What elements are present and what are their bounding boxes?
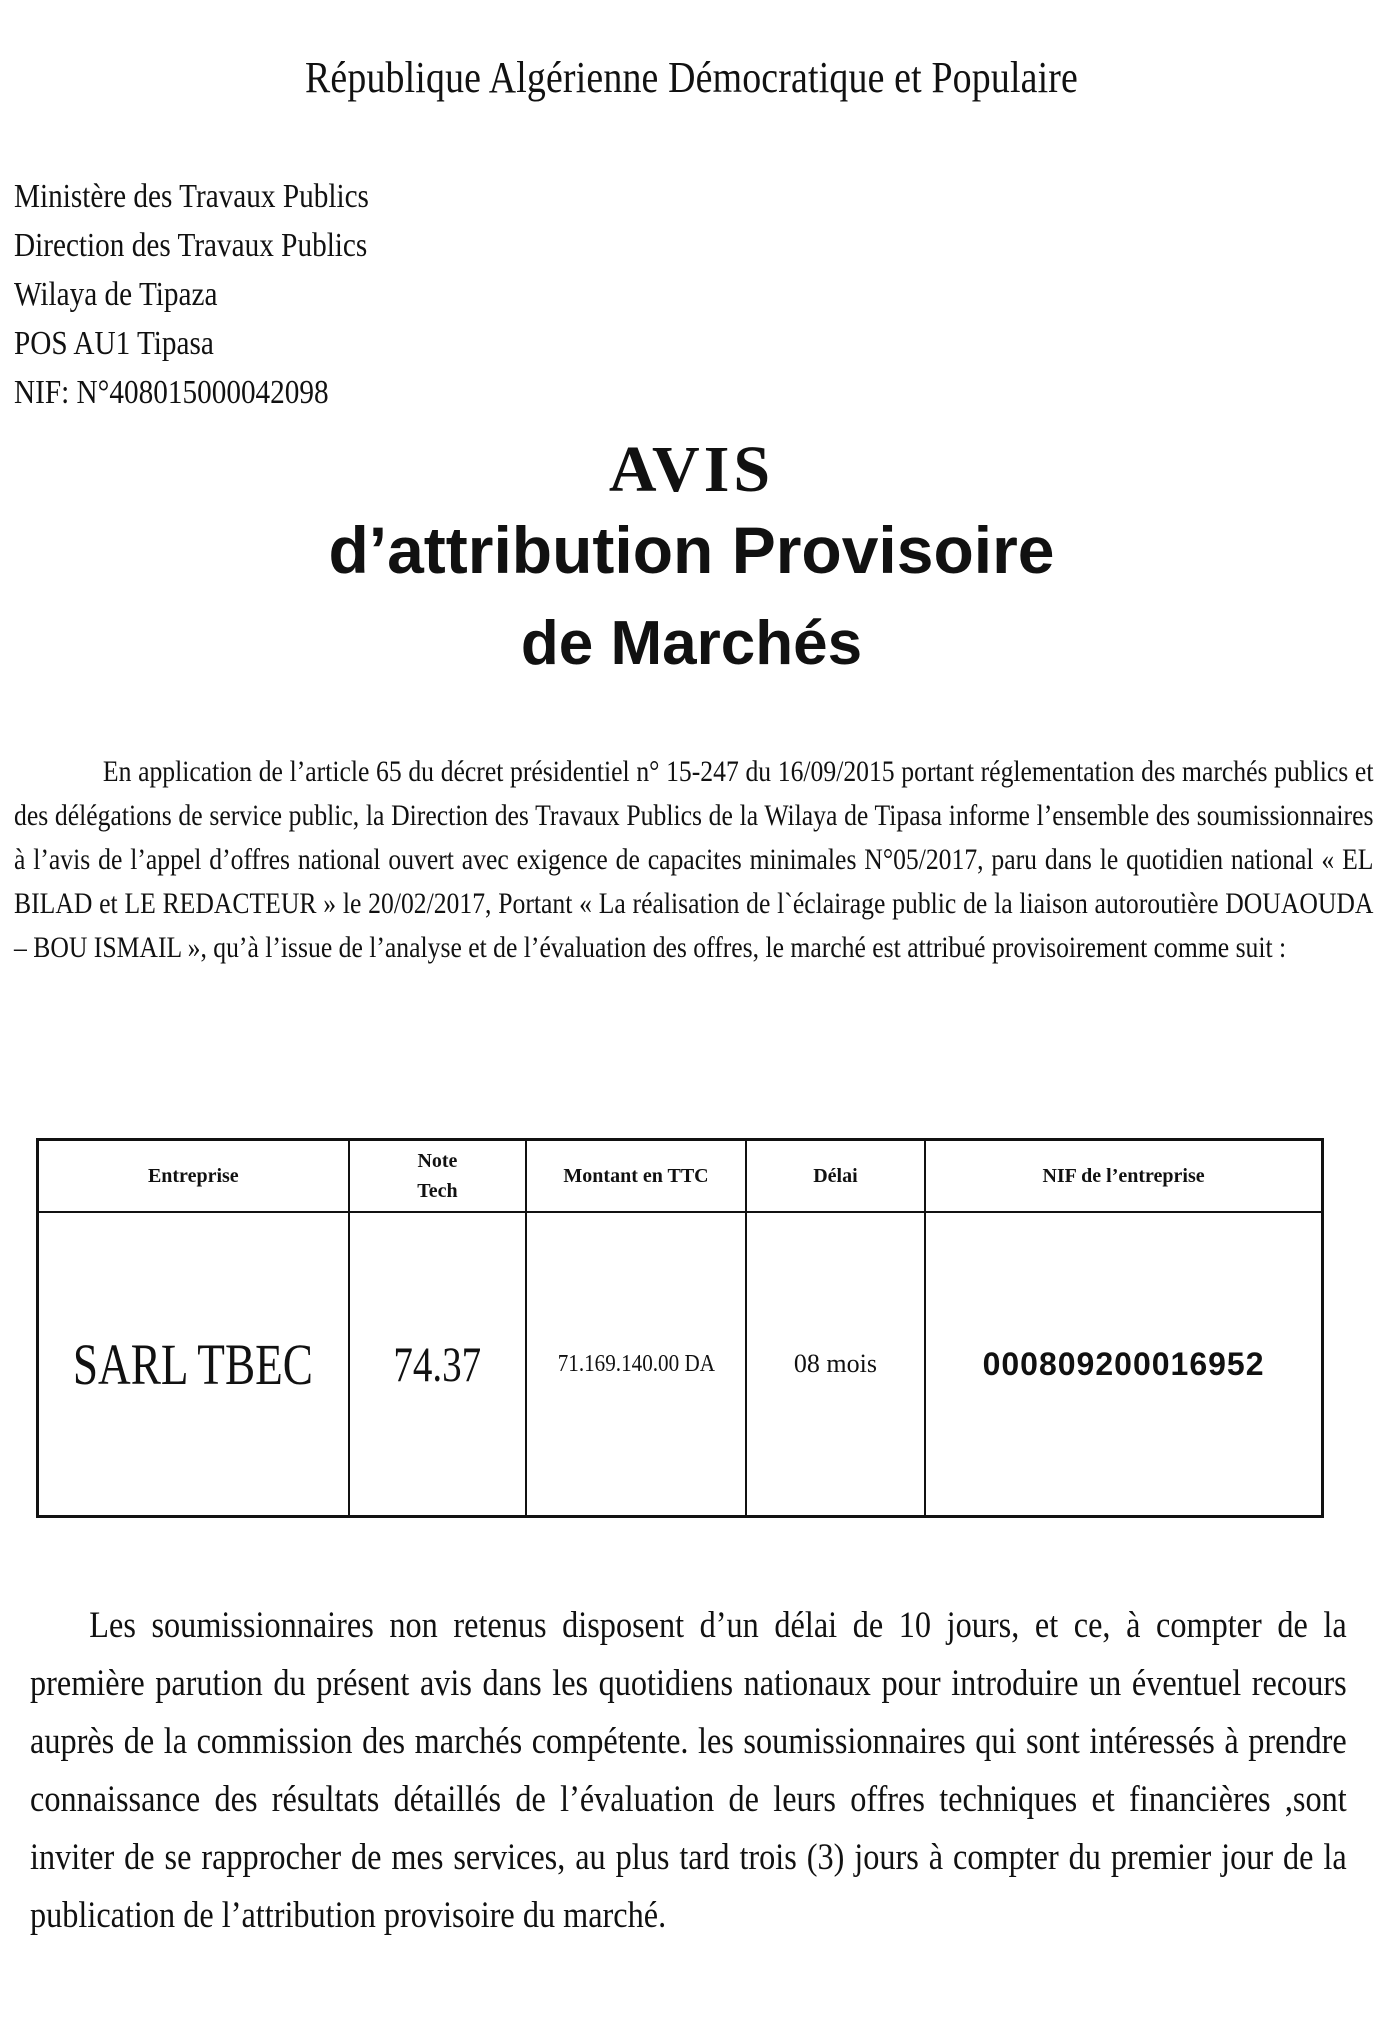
company-name: SARL TBEC: [73, 1331, 314, 1397]
header-score-line2: Tech: [417, 1180, 458, 1202]
technical-score: 74.37: [393, 1336, 482, 1392]
cell-company: [38, 1212, 349, 1517]
table-row: [38, 1212, 1323, 1517]
award-table: [36, 1138, 1324, 1518]
cell-score: [349, 1212, 527, 1517]
issuer-nif: NIF: N°408015000042098: [14, 374, 329, 411]
issuer-wilaya: Wilaya de Tipaza: [14, 276, 218, 313]
amount-ttc: 71.169.140.00 DA: [557, 1350, 715, 1377]
title-attribution: d’attribution Provisoire: [328, 513, 1055, 587]
issuer-direction: Direction des Travaux Publics: [14, 227, 368, 264]
header-nif: NIF de l’entreprise: [925, 1140, 1322, 1213]
table-header-row: [38, 1140, 1323, 1213]
intro-paragraph: En application de l’article 65 du décret présidentiel n° 15-247 du 16/09/2015 portant réglementation des marchés publics et des délégations de service public, la Direction des Travaux Publics de la Wilaya de Tipasa informe l’ensemble des soumissionnaires à l’avis de l’appel d’offres national ouvert avec exigence de capacites minimales N°05/2017, paru dans le quotidien national « EL BILAD et LE REDACTEUR » le 20/02/2017, Portant « La réalisation de l`éclairage public de la liaison autoroutière DOUAOUDA – BOU ISMAIL », qu’à l’issue de l’analyse et de l’évaluation des offres, le marché est attribué provisoirement comme suit :: [14, 755, 1374, 964]
issuer-block: [14, 172, 369, 417]
title-avis: AVIS: [608, 433, 775, 506]
issuer-ministry: Ministère des Travaux Publics: [14, 178, 369, 215]
header-score-line1: Note: [417, 1150, 458, 1172]
cell-amount: [526, 1212, 746, 1517]
header-company: Entreprise: [38, 1140, 349, 1213]
title-marches: de Marchés: [520, 609, 863, 678]
header-delay: Délai: [746, 1140, 925, 1213]
issuer-pos: POS AU1 Tipasa: [14, 325, 214, 362]
header-amount: Montant en TTC: [526, 1140, 746, 1213]
republic-heading: République Algérienne Démocratique et Populaire: [304, 53, 1079, 102]
cell-delay: 08 mois: [746, 1212, 925, 1517]
cell-nif: 000809200016952: [925, 1212, 1322, 1517]
header-score: [349, 1140, 527, 1213]
closing-paragraph: Les soumissionnaires non retenus disposent d’un délai de 10 jours, et ce, à compter de la première parution du présent avis dans les quotidiens nationaux pour introduire un éventuel recours auprès de la commission des marchés compétente. les soumissionnaires qui sont intéressés à prendre connaissance des résultats détaillés de l’évaluation de leurs offres techniques et financières ,sont inviter de se rapprocher de mes services, au plus tard trois (3) jours à compter du premier jour de la publication de l’attribution provisoire du marché.: [30, 1605, 1347, 1936]
